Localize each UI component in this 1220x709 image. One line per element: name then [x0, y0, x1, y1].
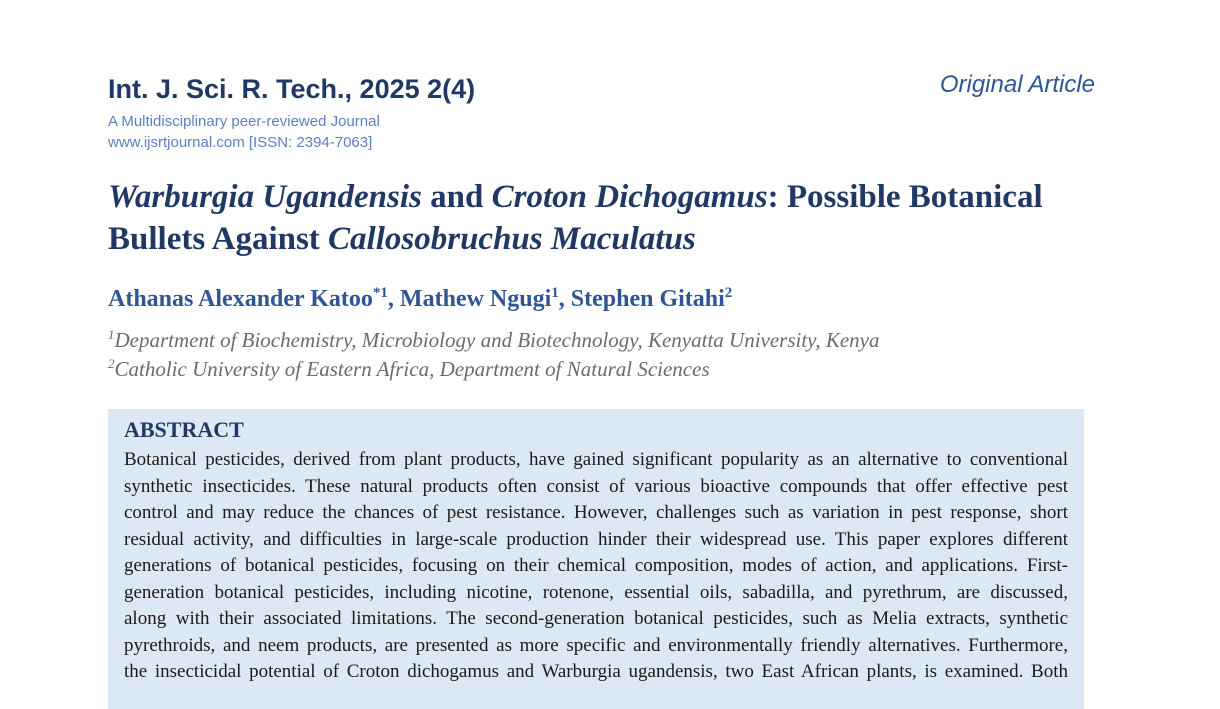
affiliation-1 — [108, 327, 880, 353]
abstract-line: residual activity, and difficulties in large-scale production hinder their widespread use. This paper explores different — [124, 528, 1068, 550]
journal-website-issn: www.ijsrtjournal.com [ISSN: 2394-7063] — [108, 134, 373, 151]
affiliation-text: Catholic University of Eastern Africa, Department of Natural Sciences — [114, 357, 710, 381]
author-separator: , — [558, 286, 571, 312]
author-name: Stephen Gitahi — [570, 286, 725, 312]
author-separator: , — [387, 286, 400, 312]
author-affiliation-mark: 2 — [724, 285, 733, 301]
title-species-croton: Croton Dichogamus — [491, 179, 768, 215]
abstract-line: generations of botanical pesticides, focusing on their chemical composition, modes of action, and applications. First- — [124, 555, 1068, 576]
title-species-callosobruchus: Callosobruchus Maculatus — [328, 221, 696, 257]
affiliation-2 — [108, 356, 710, 382]
paper-title — [108, 176, 1108, 260]
title-middle: : Possible Botanical Bullets Against — [108, 179, 1043, 257]
abstract-line: pyrethroids, and neem products, are presented as more specific and environmentally friendly alternatives. Furthermore, — [124, 634, 1068, 656]
abstract-line: synthetic insecticides. These natural products often consist of various bioactive compounds that offer effective pest — [124, 475, 1068, 497]
affiliation-number: 2 — [108, 356, 115, 371]
abstract-body — [124, 447, 1068, 686]
author-name: Mathew Ngugi — [399, 286, 552, 312]
title-species-warburgia: Warburgia Ugandensis — [108, 179, 422, 215]
abstract-line: Botanical pesticides, derived from plant products, have gained significant popularity as an alternative to conventional — [124, 449, 1068, 470]
author-name: Athanas Alexander Katoo — [108, 286, 373, 312]
title-conjunction: and — [421, 179, 492, 215]
journal-citation: Int. J. Sci. R. Tech., 2025 2(4) — [108, 74, 476, 104]
abstract-line: along with their associated limitations. The second-generation botanical pesticides, such as Melia extracts, synthetic — [124, 608, 1068, 629]
abstract-heading: ABSTRACT — [124, 417, 244, 442]
author-affiliation-mark: *1 — [372, 285, 388, 301]
abstract-line: generation botanical pesticides, including nicotine, rotenone, essential oils, sabadilla, and pyrethrum, are discussed, — [124, 581, 1068, 603]
affiliation-text: Department of Biochemistry, Microbiology and Biotechnology, Kenyatta University, Kenya — [114, 328, 880, 352]
abstract-line: control and may reduce the chances of pest resistance. However, challenges such as variation in pest response, short — [124, 502, 1068, 523]
author-affiliation-mark: 1 — [551, 285, 559, 301]
affiliation-number: 1 — [108, 327, 115, 342]
journal-tagline: A Multidisciplinary peer-reviewed Journal — [108, 113, 380, 130]
abstract-section — [108, 409, 1084, 709]
abstract-line: the insecticidal potential of Croton dichogamus and Warburgia ugandensis, two East African plants, is examined. Both — [124, 661, 1068, 682]
article-type-label: Original Article — [939, 71, 1095, 98]
author-list — [108, 285, 732, 313]
